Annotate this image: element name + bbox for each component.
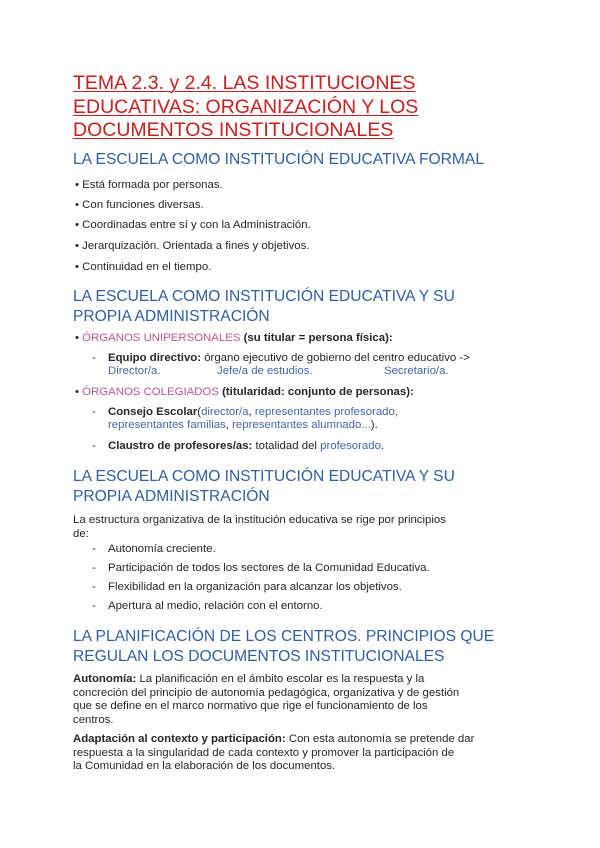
section-4-heading <box>73 627 543 666</box>
list-item: Autonomía creciente. <box>108 543 216 555</box>
consejo-label: Consejo Escolar <box>108 406 198 418</box>
consejo-member-familias: representantes familias <box>108 419 226 431</box>
paren-open: ( <box>197 406 202 418</box>
director-text: Director/a. <box>108 365 161 377</box>
dash-marker: - <box>92 562 96 574</box>
list-item: • Con funciones diversas. <box>75 199 204 211</box>
bullet-marker: • <box>75 332 79 344</box>
claustro-highlight: profesorado <box>320 440 381 452</box>
intro-line-1: La estructura organizativa de la institución educativa se rige por principios <box>73 514 446 526</box>
adaptacion-paragraph <box>73 733 528 774</box>
list-item: • Coordinadas entre sí y con la Administración. <box>75 219 311 231</box>
comma: , <box>248 406 252 418</box>
list-item: Apertura al medio, relación con el entorno. <box>108 600 323 612</box>
section-2-heading-line-1: LA ESCUELA COMO INSTITUCIÓN EDUCATIVA Y SU <box>73 288 455 305</box>
period: . <box>380 440 385 452</box>
adaptacion-line-1: Con esta autonomía se pretende dar <box>288 733 475 745</box>
adaptacion-label: Adaptación al contexto y participación: <box>73 733 286 745</box>
list-item: • Está formada por personas. <box>75 179 223 191</box>
section-4-heading-line-2: REGULAN LOS DOCUMENTOS INSTITUCIONALES <box>73 647 445 665</box>
section-2-heading <box>73 287 543 326</box>
consejo-member-profesorado: representantes profesorado, <box>254 406 398 418</box>
intro-line-2: de: <box>73 527 89 540</box>
bullet-marker: • <box>75 386 79 398</box>
autonomia-label: Autonomía: <box>73 673 137 685</box>
section-4-heading-line-1: LA PLANIFICACIÓN DE LOS CENTROS. PRINCIPIOS QUE <box>73 628 495 645</box>
colegiados-note: (titularidad: conjunto de personas): <box>222 386 414 398</box>
claustro-label: Claustro de profesores/as: <box>108 440 253 452</box>
autonomia-line-1: La planificación en el ámbito escolar es la respuesta y la <box>139 673 425 685</box>
colegiados-item <box>75 385 414 399</box>
section-3-heading-line-2: PROPIA ADMINISTRACIÓN <box>73 487 270 505</box>
list-item: Participación de todos los sectores de la Comunidad Educativa. <box>108 562 430 574</box>
autonomia-line-4: centros. <box>73 713 114 726</box>
autonomia-paragraph <box>73 673 528 727</box>
consejo-escolar-item-cont <box>108 418 528 432</box>
unipersonales-item <box>75 331 393 345</box>
title-line-3: DOCUMENTOS INSTITUCIONALES <box>73 119 394 141</box>
section-2-heading-line-2: PROPIA ADMINISTRACIÓN <box>73 307 270 325</box>
document-title <box>73 72 543 143</box>
consejo-member-alumnado: representantes alumnado... <box>232 419 371 431</box>
claustro-item <box>108 439 528 453</box>
claustro-text: totalidad del <box>255 440 317 452</box>
title-line-1: TEMA 2.3. y 2.4. LAS INSTITUCIONES <box>73 72 416 94</box>
consejo-escolar-item <box>108 405 528 419</box>
adaptacion-line-2: respuesta a la singularidad de cada contexto y promover la participación de <box>73 746 455 759</box>
equipo-directivo-item <box>108 351 528 365</box>
dash-marker: - <box>92 440 96 452</box>
equipo-members <box>108 364 528 378</box>
unipersonales-note: (su titular = persona física): <box>243 332 393 344</box>
autonomia-line-3: que se define en el marco normativo que rige el funcionamiento de los <box>73 700 428 712</box>
dash-marker: - <box>92 352 96 364</box>
colegiados-label: ÓRGANOS COLEGIADOS <box>82 386 219 398</box>
dash-marker: - <box>92 543 96 555</box>
list-item: • Jerarquización. Orientada a fines y objetivos. <box>75 240 310 252</box>
jefe-text: Jefe/a de estudios. <box>217 365 313 377</box>
paren-close: ). <box>370 419 378 431</box>
autonomia-line-2: concreción del principio de autonomía pedagógica, organizativa y de gestión <box>73 686 460 699</box>
section-3-heading <box>73 467 543 506</box>
adaptacion-line-3: la Comunidad en la elaboración de los documentos. <box>73 760 336 772</box>
section-3-intro <box>73 514 528 541</box>
section-1-heading: LA ESCUELA COMO INSTITUCIÓN EDUCATIVA FORMAL <box>73 151 484 168</box>
consejo-member-director: director/a <box>201 406 249 418</box>
list-item: • Continuidad en el tiempo. <box>75 261 212 273</box>
unipersonales-label: ÓRGANOS UNIPERSONALES <box>82 332 241 344</box>
dash-marker: - <box>92 581 96 593</box>
dash-marker: - <box>92 600 96 612</box>
list-item: Flexibilidad en la organización para alcanzar los objetivos. <box>108 581 402 593</box>
dash-marker: - <box>92 406 96 418</box>
comma: , <box>225 419 229 431</box>
equipo-label: Equipo directivo: <box>108 352 202 364</box>
secretario-text: Secretario/a. <box>384 365 449 377</box>
equipo-text: órgano ejecutivo de gobierno del centro educativo -> <box>204 352 470 364</box>
section-3-heading-line-1: LA ESCUELA COMO INSTITUCIÓN EDUCATIVA Y SU <box>73 468 455 485</box>
title-line-2: EDUCATIVAS: ORGANIZACIÓN Y LOS <box>73 95 419 118</box>
